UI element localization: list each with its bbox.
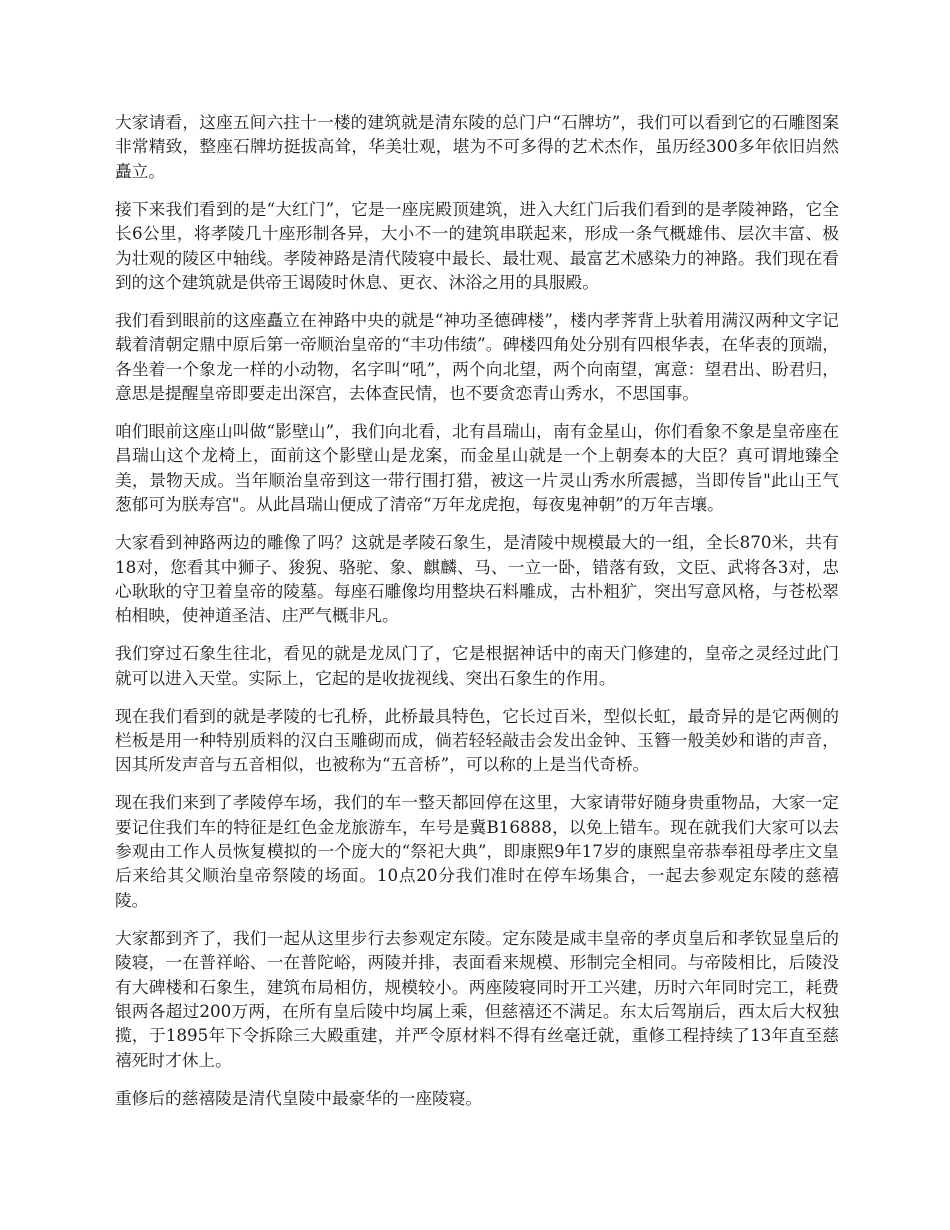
- document-body: [115, 110, 839, 1124]
- paragraph-eastern-tombs: 大家都到齐了，我们一起从这里步行去参观定东陵。定东陵是咸丰皇帝的孝贞皇后和孝钦显皇后的陵寝，一在普祥峪、一在普陀峪，两陵并排，表面看来规模、形制完全相同。与帝陵相比，后陵没有大碑楼和石象生，建筑布局相仿，规模较小。两座陵寝同时开工兴建，历时六年同时完工，耗费银两各超过200万两，在所有皇后陵中均属上乘，但慈禧还不满足。东太后驾崩后，西太后大权独揽，于1895年下令拆除三大殿重建，并严令原材料不得有丝毫迁就，重修工程持续了13年直至慈禧死时才休上。: [115, 927, 839, 1070]
- paragraph-screen-hill: 咱们眼前这座山叫做“影壁山”，我们向北看，北有昌瑞山，南有金星山，你们看象不象是皇帝座在昌瑞山这个龙椅上，面前这个影壁山是龙案，而金星山就是一个上朝奏本的大臣？真可谓地臻全美，景物天成。当年顺治皇帝到这一带行围打猎，被这一片灵山秀水所震撼，当即传旨"此山王气葱郁可为朕寿宫"。从此昌瑞山便成了清帝“万年龙虎抱，每夜鬼神朝”的万年吉壤。: [115, 420, 839, 515]
- paragraph-great-red-gate: 接下来我们看到的是“大红门”，它是一座庑殿顶建筑，进入大红门后我们看到的是孝陵神路，它全长6公里，将孝陵几十座形制各异，大小不一的建筑串联起来，形成一条气概雄伟、层次丰富、极为壮观的陵区中轴线。孝陵神路是清代陵寝中最长、最壮观、最富艺术感染力的神路。我们现在看到的这个建筑就是供帝王谒陵时休息、更衣、沐浴之用的具服殿。: [115, 198, 839, 292]
- paragraph-dragon-phoenix-gate: 我们穿过石象生往北，看见的就是龙凤门了，它是根据神话中的南天门修建的，皇帝之灵经过此门就可以进入天堂。实际上，它起的是收拢视线、突出石象生的作用。: [115, 643, 839, 688]
- paragraph-cixi-tomb: 重修后的慈禧陵是清代皇陵中最豪华的一座陵寝。: [115, 1087, 483, 1108]
- paragraph-stele-tower: 我们看到眼前的这座矗立在神路中央的就是“神功圣德碑楼”，楼内孝荠背上驮着用满汉两种文字记载着清朝定鼎中原后第一帝顺治皇帝的“丰功伟绩”。碑楼四角处分别有四根华表，在华表的顶端，各坐着一个象龙一样的小动物，名字叫“吼”，两个向北望，两个向南望，寓意：望君出、盼君归，意思是提醒皇帝即要走出深宫，去体查民情，也不要贪恋青山秀水，不思国事。: [115, 309, 839, 404]
- paragraph-parking-lot: 现在我们来到了孝陵停车场，我们的车一整天都回停在这里，大家请带好随身贵重物品，大家一定要记住我们车的特征是红色金龙旅游车，车号是冀B16888，以免上错车。现在就我们大家可以去参观由工作人员恢复模拟的一个庞大的“祭祀大典”，即康熙9年17岁的康熙皇帝恭奉祖母孝庄文皇后来给其父顺治皇帝祭陵的场面。10点20分我们准时在停车场集合，一起去参观定东陵的慈禧陵。: [115, 792, 839, 910]
- paragraph-stone-archway: 大家请看，这座五间六拄十一楼的建筑就是清东陵的总门户“石牌坊”，我们可以看到它的石雕图案非常精致，整座石牌坊挺拔高耸，华美壮观，堪为不可多得的艺术杰作，虽历经300多年依旧岿然矗立。: [115, 112, 839, 181]
- paragraph-seven-arch-bridge: 现在我们看到的就是孝陵的七孔桥，此桥最具特色，它长过百米，型似长虹，最奇异的是它两侧的栏板是用一种特别质料的汉白玉雕砌而成，倘若轻轻敲击会发出金钟、玉簪一般美妙和谐的声音，因其所发声音与五音相似，也被称为“五音桥”，可以称的上是当代奇桥。: [115, 705, 839, 775]
- paragraph-stone-statues: 大家看到神路两边的雕像了吗？这就是孝陵石象生，是清陵中规模最大的一组，全长870米，共有18对，您看其中狮子、狻猊、骆驼、象、麒麟、马、一立一卧，错落有致，文臣、武将各3对，忠心耿耿的守卫着皇帝的陵墓。每座石雕像均用整块石料雕成，古朴粗犷，突出写意风格，与苍松翠柏相映，使神道圣洁、庄严气概非凡。: [115, 532, 839, 626]
